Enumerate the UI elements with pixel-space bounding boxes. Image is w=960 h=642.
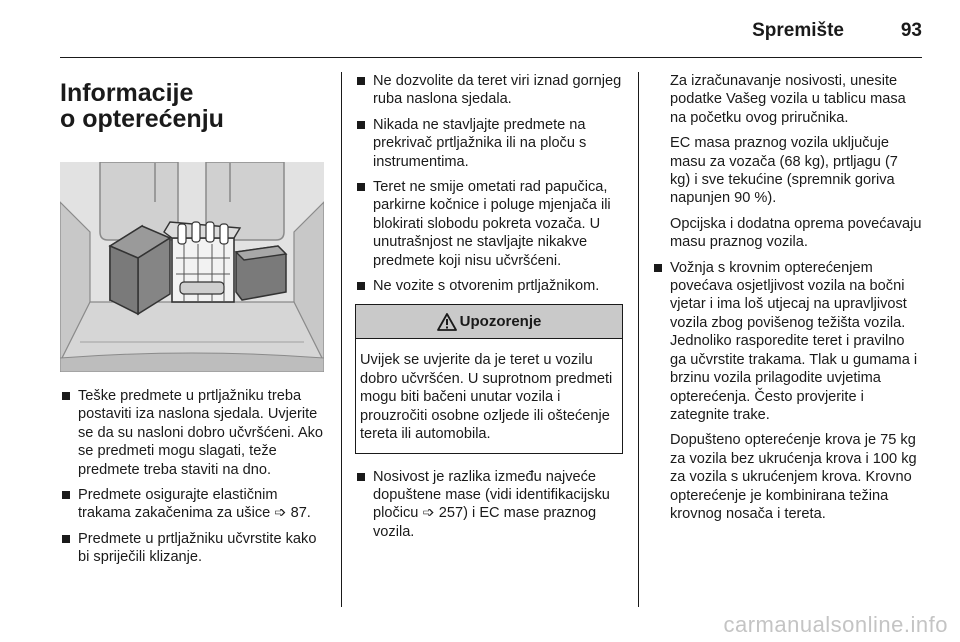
paragraph: EC masa praznog vozila uključuje masu za vozača (68 kg), prtljagu (7 kg) i sve tekućine (spremnik goriva napunjen 90 %). (670, 135, 898, 207)
list-item: Ne dozvolite da teret viri iznad gornjeg ruba naslona sjedala. (355, 72, 623, 109)
title-line-1: Informacije (60, 79, 194, 107)
page-header (60, 0, 922, 58)
warning-text: Uvijek se uvjerite da je teret u vozilu dobro učvršćen. U suprotnom predmeti mogu biti bačeni unutar vozila i prouzročiti osobne ozljede ili oštećenje tereta ili automobila. (360, 352, 613, 443)
column-3 (652, 72, 922, 530)
warning-header (356, 305, 622, 339)
column-divider-1 (341, 72, 342, 607)
paragraph: Opcijska i dodatna oprema povećavaju masu praznog vozila. (670, 215, 922, 251)
cargo-illustration (60, 162, 324, 372)
watermark: carmanualsonline.info (723, 612, 948, 637)
list-item: Ne vozite s otvorenim prtljažnikom. (355, 277, 623, 295)
column-1 (60, 72, 324, 574)
page-title (60, 80, 324, 132)
list-item (652, 259, 922, 524)
warning-triangle-icon (437, 313, 457, 331)
trunk-cargo-image (60, 162, 324, 372)
column-2 (355, 72, 623, 548)
column-2-list-top (355, 72, 623, 295)
section-title: Spremište (752, 20, 844, 41)
roof-load-followup: Dopušteno opterećenje krova je 75 kg za vozila bez ukrućenja krova i 100 kg za vozila s ukrućenjem krova. Krovno opterećenje je kombinirana težina krovnog nosača i tereta. (670, 432, 917, 522)
column-3-list (652, 259, 922, 524)
page-number: 93 (900, 20, 922, 41)
list-item: Teške predmete u prtljažniku treba postaviti iza naslona sjedala. Uvjerite se da su nasloni dobro učvršćeni. Ako se predmeti mogu slagati, teže predmete treba staviti na dno. (60, 387, 324, 479)
paragraph: Za izračunavanje nosivosti, unesite podatke Vašeg vozila u tablicu masa na početku ovog priručnika. (670, 73, 906, 126)
column-divider-2 (638, 72, 639, 607)
warning-title: Upozorenje (459, 312, 542, 330)
title-line-2: o opterećenju (60, 105, 224, 133)
column-1-list (60, 387, 324, 567)
warning-box (355, 304, 623, 453)
list-item: Nosivost je razlika između najveće dopuštene mase (vidi identifikacijsku pločicu ➩ 257) i EC mase praznog vozila. (355, 468, 623, 542)
list-item: Predmete u prtljažniku učvrstite kako bi spriječili klizanje. (60, 530, 324, 567)
roof-load-text: Vožnja s krovnim opterećenjem povećava osjetljivost vozila na bočni vjetar i ima loš utjecaj na upravljivost vozila zbog povišenog težišta vozila. Jednoliko rasporedite teret i pravilno ga učvrstite trakama. Tlak u gumama i brzinu vozila prilagodite uvjetima opterećenja. Često provjerite i zategnite trake. (670, 259, 918, 423)
list-item: Teret ne smije ometati rad papučica, parkirne kočnice i poluge mjenjača ili blokirati slobodu pokreta vozača. U unutrašnjost ne stavljajte nikakve predmete koji nisu učvršćeni. (355, 178, 623, 270)
column-2-list-bottom (355, 468, 623, 542)
list-item: Predmete osigurajte elastičnim trakama zakačenima za ušice ➩ 87. (60, 486, 324, 523)
list-item: Nikada ne stavljajte predmete na prekrivač prtljažnika ili na ploču s instrumentima. (355, 116, 623, 171)
